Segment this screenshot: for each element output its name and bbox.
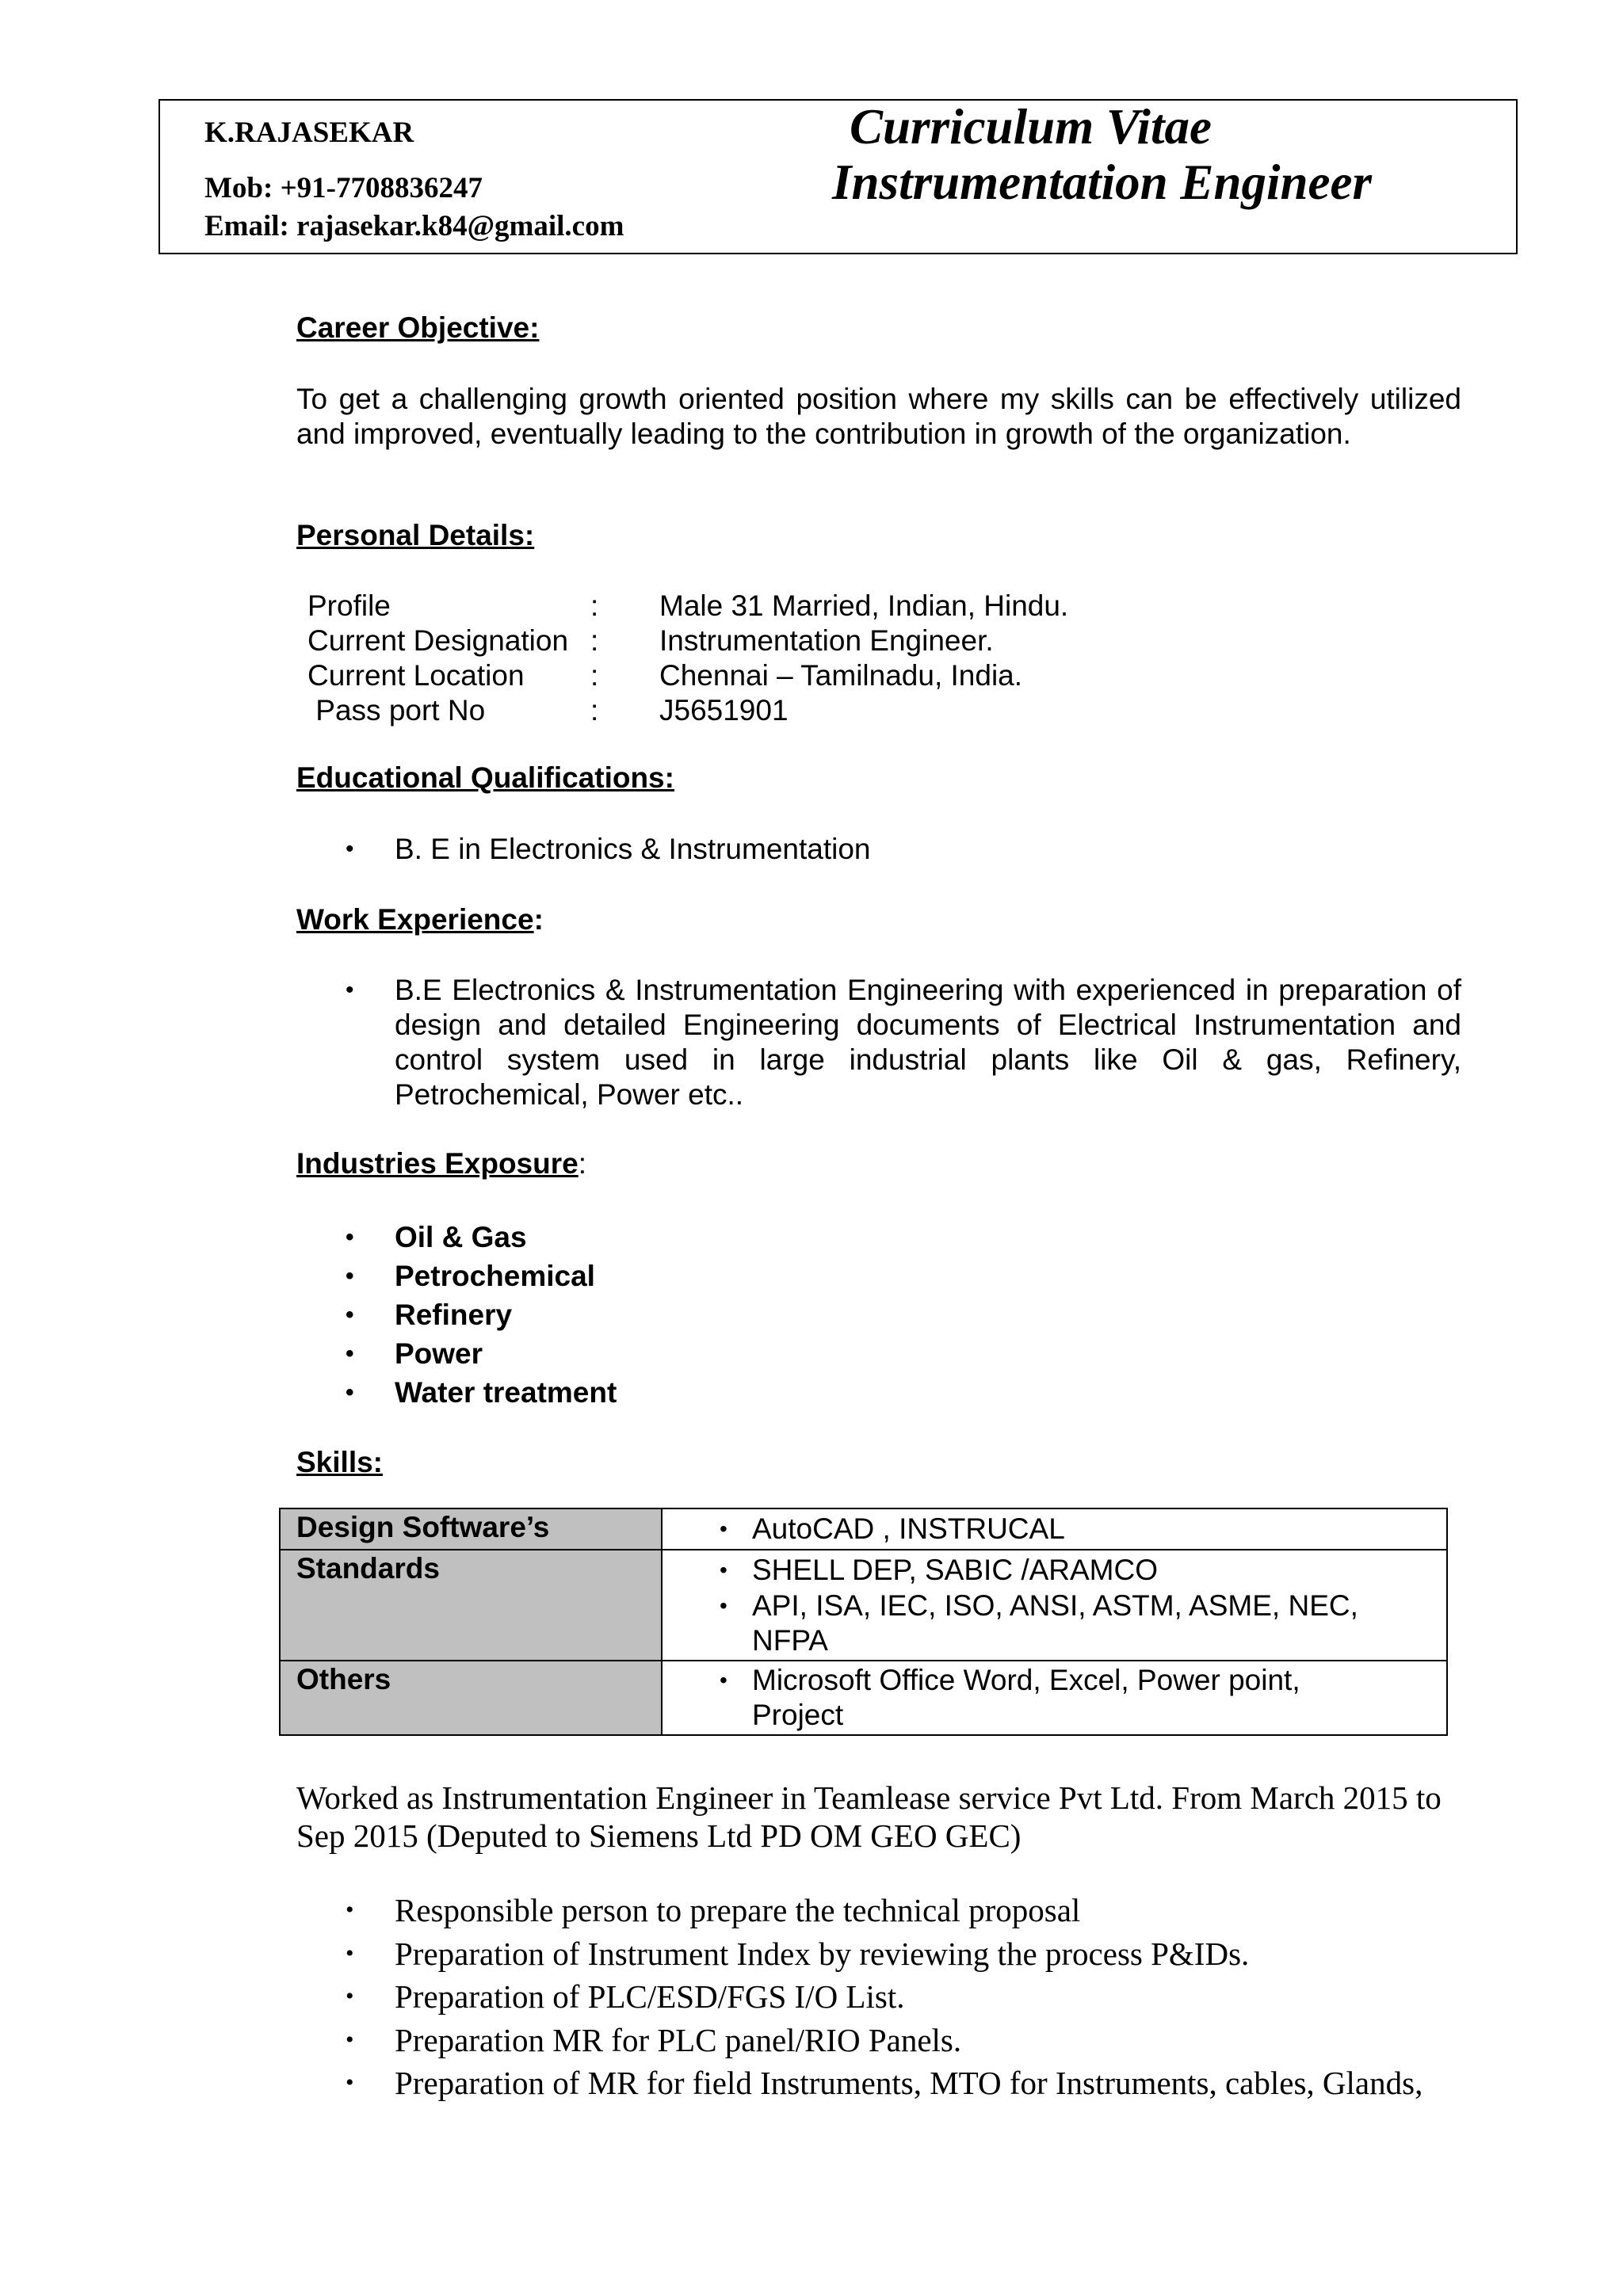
bullet-icon: •: [346, 1897, 354, 1923]
detail-label: Profile: [307, 589, 391, 622]
bullet-icon: •: [346, 1263, 354, 1289]
skill-item-text: SHELL DEP, SABIC /ARAMCO: [752, 1554, 1159, 1586]
education-list: [296, 832, 871, 867]
personal-details-heading-text: Personal Details:: [296, 519, 535, 551]
industry-item-text: Power: [395, 1337, 483, 1370]
list-item: [296, 973, 1461, 1112]
career-objective-heading: [296, 311, 539, 345]
bullet-icon: •: [720, 1558, 727, 1582]
industries-list: [296, 1218, 617, 1412]
work-experience-heading: [296, 903, 544, 936]
skill-values-cell: [662, 1550, 1447, 1661]
skills-heading-text: Skills:: [296, 1446, 383, 1478]
bullet-icon: •: [346, 977, 354, 1003]
duty-item-text: Responsible person to prepare the technical proposal: [395, 1892, 1081, 1928]
detail-label: Current Designation: [307, 624, 569, 657]
education-item-text: B. E in Electronics & Instrumentation: [395, 833, 871, 865]
list-item: [296, 1257, 617, 1295]
work-experience-item-text: B.E Electronics & Instrumentation Engineering with experienced in preparation of design and detailed Engineering documents of Electrical Instrumentation and control system used in large industrial plants like Oil & gas, Refinery, Petrochemical, Power etc..: [395, 974, 1461, 1111]
skill-item: [663, 1511, 1446, 1547]
skill-category-cell: Standards: [280, 1550, 662, 1661]
duty-item-text: Preparation MR for PLC panel/RIO Panels.: [395, 2021, 962, 2058]
career-objective-paragraph: To get a challenging growth oriented position where my skills can be effectively utilized and improved, eventually leading to the contribution in growth of the organization.: [296, 383, 1461, 450]
skills-heading: [296, 1446, 383, 1479]
list-item: [296, 1373, 617, 1412]
skill-item-text: API, ISA, IEC, ISO, ANSI, ASTM, ASME, NEC, NFPA: [752, 1589, 1358, 1657]
career-objective-text: [296, 382, 1461, 452]
skill-category-cell: Design Software’s: [280, 1508, 662, 1550]
skill-item: [663, 1663, 1446, 1733]
bullet-icon: •: [720, 1516, 727, 1541]
industries-heading-text: Industries Exposure: [296, 1147, 579, 1180]
duty-item-text: Preparation of MR for field Instruments, MTO for Instruments, cables, Glands,: [395, 2065, 1423, 2101]
skill-item: [663, 1589, 1446, 1658]
detail-colon: :: [590, 624, 599, 657]
bullet-icon: •: [720, 1668, 727, 1692]
industry-item-text: Water treatment: [395, 1376, 617, 1409]
employment-intro: Worked as Instrumentation Engineer in Teamlease service Pvt Ltd. From March 2015 to Sep 2015 (Deputed to Siemens Ltd PD OM GEO GEC): [296, 1779, 1442, 1854]
detail-colon: :: [590, 694, 599, 727]
bullet-icon: •: [346, 1341, 354, 1367]
skill-item: [663, 1552, 1446, 1589]
employment-duties-list: [296, 1889, 1423, 2105]
detail-value: Chennai – Tamilnadu, India.: [659, 659, 1023, 692]
table-row: [280, 1550, 1447, 1661]
list-item: [296, 1889, 1423, 1932]
bullet-icon: •: [346, 1302, 354, 1328]
bullet-icon: •: [720, 1593, 727, 1618]
list-item: [296, 1975, 1423, 2019]
detail-value: J5651901: [659, 694, 789, 727]
education-heading-text: Educational Qualifications:: [296, 761, 674, 794]
skills-table: [279, 1508, 1448, 1736]
industries-heading: [296, 1147, 586, 1180]
email-address: Email: rajasekar.k84@gmail.com: [204, 210, 624, 242]
detail-value: Instrumentation Engineer.: [659, 624, 994, 657]
detail-label: Pass port No: [307, 694, 486, 727]
work-experience-heading-text: Work Experience: [296, 903, 534, 936]
career-objective-heading-text: Career Objective:: [296, 311, 540, 344]
bullet-icon: •: [346, 836, 354, 862]
bullet-icon: •: [346, 2026, 354, 2053]
heading-colon: :: [578, 1147, 586, 1180]
list-item: [296, 2019, 1423, 2062]
table-row: [280, 1508, 1447, 1550]
document-subtitle: Instrumentation Engineer: [832, 154, 1372, 210]
detail-colon: :: [590, 589, 599, 622]
skill-category-cell: Others: [280, 1661, 662, 1735]
bullet-icon: •: [346, 1224, 354, 1250]
skill-item-text: Microsoft Office Word, Excel, Power point, Project: [752, 1664, 1300, 1731]
duty-item-text: Preparation of PLC/ESD/FGS I/O List.: [395, 1978, 905, 2015]
mobile-number: Mob: +91-7708836247: [204, 172, 483, 204]
bullet-icon: •: [346, 1379, 354, 1405]
bullet-icon: •: [346, 1939, 354, 1966]
skill-values-cell: [662, 1661, 1447, 1735]
detail-value: Male 31 Married, Indian, Hindu.: [659, 589, 1069, 622]
document-title: Curriculum Vitae: [850, 99, 1212, 154]
industry-item-text: Petrochemical: [395, 1260, 595, 1292]
bullet-icon: •: [346, 1983, 354, 2009]
candidate-name: K.RAJASEKAR: [204, 116, 414, 149]
list-item: [296, 1334, 617, 1373]
education-heading: [296, 761, 674, 795]
skill-values-cell: [662, 1508, 1447, 1550]
detail-label: Current Location: [307, 659, 525, 692]
industry-item-text: Refinery: [395, 1299, 513, 1331]
heading-colon: :: [533, 903, 544, 936]
list-item: [296, 2061, 1423, 2105]
table-row: [280, 1661, 1447, 1735]
industry-item-text: Oil & Gas: [395, 1221, 527, 1253]
detail-colon: :: [590, 659, 599, 692]
duty-item-text: Preparation of Instrument Index by reviewing the process P&IDs.: [395, 1935, 1250, 1972]
work-experience-list: [296, 973, 1461, 1112]
list-item: [296, 832, 871, 867]
skill-item-text: AutoCAD , INSTRUCAL: [752, 1512, 1065, 1545]
list-item: [296, 1218, 617, 1257]
bullet-icon: •: [346, 2069, 354, 2096]
list-item: [296, 1295, 617, 1334]
personal-details-heading: [296, 519, 534, 552]
list-item: [296, 1932, 1423, 1976]
